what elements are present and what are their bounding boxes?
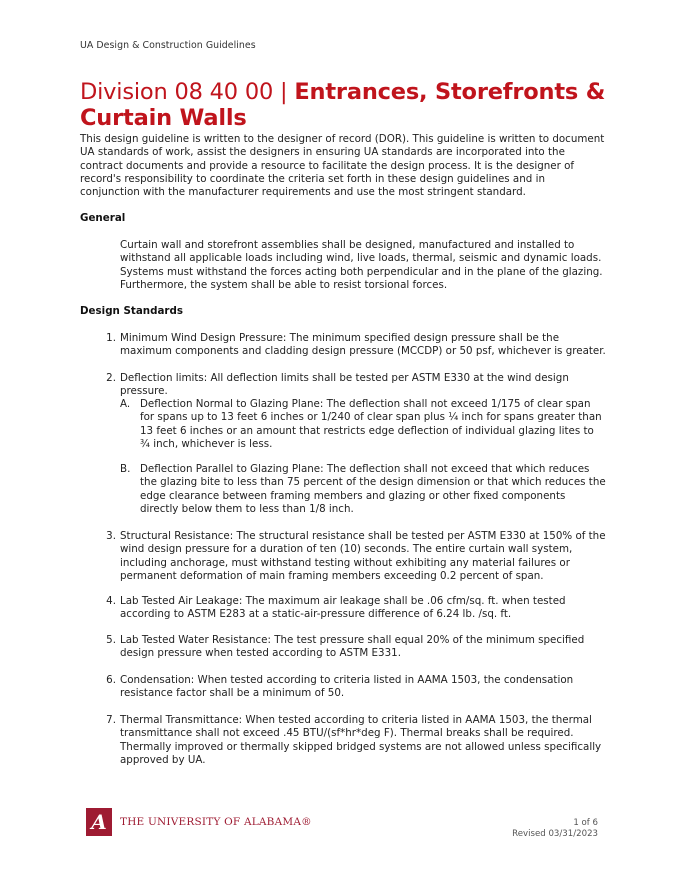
list-item — [106, 530, 606, 583]
page-title — [80, 79, 620, 131]
list-text: Thermal Transmittance: When tested according to criteria listed in AAMA 1503, the thermal transmittance shall not exceed .45 BTU/(sf*hr*deg F). Thermal breaks shall be required. Thermally improved or thermally skipped bridged systems are not allowed unless specifically approved by UA. — [120, 714, 602, 766]
sub-list-item — [120, 463, 606, 516]
list-number: 5. — [106, 634, 116, 646]
list-number: 2. — [106, 372, 116, 384]
list-item — [106, 372, 606, 399]
page-number: 1 of 6 — [573, 818, 598, 828]
university-name: THE UNIVERSITY OF ALABAMA® — [120, 816, 312, 828]
list-number: 6. — [106, 674, 116, 686]
list-text: Deflection limits: All deflection limits shall be tested per ASTM E330 at the wind design pressure. — [120, 372, 569, 398]
university-logo-icon — [86, 808, 112, 836]
list-item — [106, 714, 606, 767]
list-text: Minimum Wind Design Pressure: The minimum specified design pressure shall be the maximum components and cladding design pressure (MCCDP) or 50 psf, whichever is greater. — [120, 332, 606, 358]
sub-list-letter: A. — [120, 398, 131, 410]
page-info — [512, 818, 598, 840]
general-paragraph: Curtain wall and storefront assemblies shall be designed, manufactured and installed to withstand all applicable loads including wind, live loads, thermal, seismic and dynamic loads. Systems must withstand the forces acting both perpendicular and in the plane of the glazing. Furthermore, the system shall be able to resist torsional forces. — [120, 239, 603, 291]
list-item — [106, 634, 606, 661]
list-text: Condensation: When tested according to criteria listed in AAMA 1503, the condensation resistance factor shall be a minimum of 50. — [120, 674, 574, 700]
sub-list-letter: B. — [120, 463, 131, 475]
sub-list-text: Deflection Parallel to Glazing Plane: The deflection shall not exceed that which reduces the glazing bite to less than 75 percent of the design dimension or that which reduces the edge clearance between framing members and glazing or other fixed components directly below them to less than 1/8 inch. — [140, 463, 606, 515]
list-item — [106, 332, 606, 359]
intro-paragraph: This design guideline is written to the designer of record (DOR). This guideline is written to document UA standards of work, assist the designers in ensuring UA standards are incorporated into the contract documents and provide a resource to facilitate the design process. It is the designer of record's responsibility to coordinate the criteria set forth in these design guidelines and in conjunction with the manufacturer requirements and use the most stringent standard. — [80, 133, 605, 199]
division-number: Division 08 40 00 | — [80, 79, 288, 105]
university-logo — [86, 808, 112, 836]
sub-list-item — [120, 398, 606, 451]
list-number: 7. — [106, 714, 116, 726]
list-text: Structural Resistance: The structural resistance shall be tested per ASTM E330 at 150% of the wind design pressure for a duration of ten (10) seconds. The entire curtain wall system, including anchorage, must withstand testing without exhibiting any material failures or permanent deformation of main framing members exceeding 0.2 percent of span. — [120, 530, 606, 582]
list-number: 1. — [106, 332, 116, 344]
division-title: Entrances, Storefronts & Curtain Walls — [80, 79, 606, 131]
logo-letter: A — [91, 810, 107, 834]
design-standards-heading: Design Standards — [80, 305, 183, 317]
general-heading: General — [80, 212, 126, 224]
list-number: 3. — [106, 530, 116, 542]
list-item — [106, 595, 606, 622]
list-number: 4. — [106, 595, 116, 607]
revised-date: Revised 03/31/2023 — [512, 829, 598, 839]
list-text: Lab Tested Air Leakage: The maximum air leakage shall be .06 cfm/sq. ft. when tested according to ASTM E283 at a static-air-pressure difference of 6.24 lb. /sq. ft. — [120, 595, 566, 621]
sub-list-text: Deflection Normal to Glazing Plane: The deflection shall not exceed 1/175 of clear span for spans up to 13 feet 6 inches or 1/240 of clear span plus ¼ inch for spans greater than 13 feet 6 inches or an amount that restricts edge deflection of individual glazing lites to ¾ inch, whichever is less. — [140, 398, 602, 450]
running-header: UA Design & Construction Guidelines — [80, 40, 256, 51]
list-item — [106, 674, 606, 701]
list-text: Lab Tested Water Resistance: The test pressure shall equal 20% of the minimum specified design pressure when tested according to ASTM E331. — [120, 634, 585, 660]
